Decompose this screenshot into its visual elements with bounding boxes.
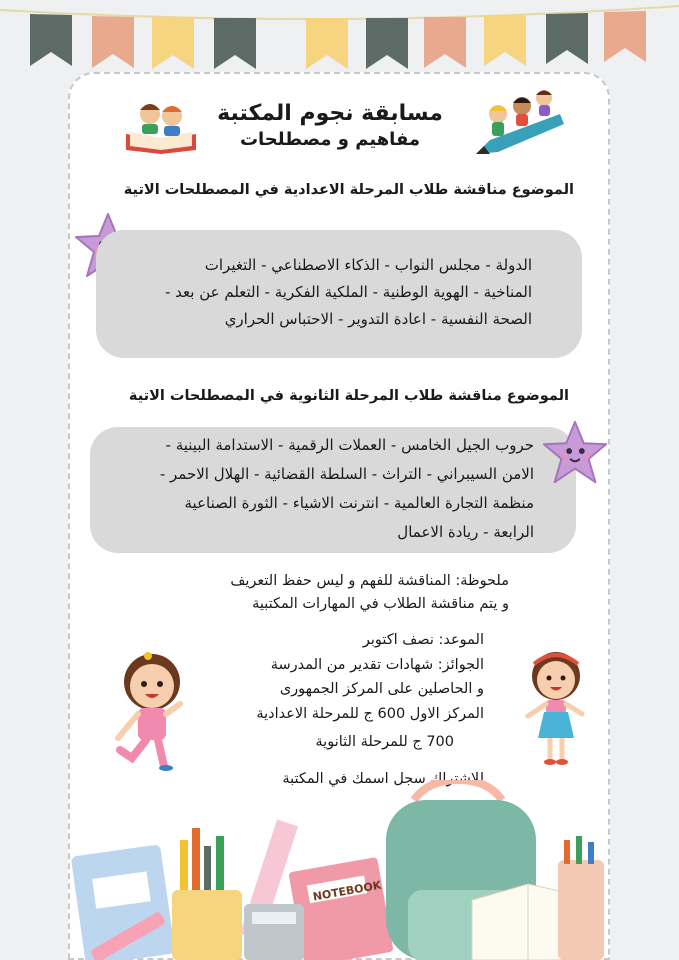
date-text: الموعد: نصف اكتوبر	[362, 632, 484, 648]
competition-details	[256, 628, 484, 791]
register-text: للاشتراك سجل اسمك في المكتبة	[282, 770, 484, 787]
secondary-terms-line: الرابعة - ريادة الاعمال	[397, 523, 534, 541]
note-line: ملحوظة: المناقشة للفهم و ليس حفظ التعريف	[230, 573, 509, 589]
secondary-terms-box	[90, 427, 576, 553]
bunting-decoration	[0, 0, 679, 80]
note-line: و يتم مناقشة الطلاب في المهارات المكتبية	[252, 596, 509, 612]
kids-reading-book-icon	[122, 96, 200, 156]
prep-topic-heading: الموضوع مناقشة طلاب المرحلة الاعدادية في المصطلحات الاتية	[123, 182, 574, 198]
pencil-holder-icon	[558, 836, 604, 960]
kids-on-pencil-icon	[470, 84, 566, 162]
prep-terms-line: الصحة النفسية - اعادة التدوير - الاحتباس الحراري	[224, 310, 532, 328]
star-icon	[540, 418, 610, 488]
prep-terms-line: الدولة - مجلس النواب - الذكاء الاصطناعي - التغيرات	[204, 256, 532, 274]
pencil-cup-icon	[172, 828, 242, 960]
girl-illustration-icon	[108, 642, 190, 772]
secondary-terms-line: الامن السيبراني - التراث - السلطة القضائية - الهلال الاحمر -	[159, 465, 534, 483]
prep-terms-line: المناخية - الهوية الوطنية - الملكية الفكرية - التعلم عن بعد -	[164, 283, 532, 301]
note-block	[230, 570, 509, 616]
page-subtitle: مفاهيم و مصطلحات	[239, 129, 421, 150]
calculator-icon	[244, 904, 304, 960]
page-title: مسابقة نجوم المكتبة	[217, 101, 443, 126]
notebook-icon	[288, 857, 393, 960]
prizes-text: و الحاصلين على المركز الجمهورى	[279, 681, 484, 697]
prep-terms-box	[96, 230, 582, 358]
secondary-topic-heading: الموضوع مناقشة طلاب المرحلة الثانوية في المصطلحات الاتية	[128, 388, 569, 404]
prize-prep-text: المركز الاول 600 ج للمرحلة الاعدادية	[256, 705, 484, 722]
notebook-label: NOTEBOOK	[311, 878, 383, 904]
title-block	[200, 100, 460, 152]
school-supplies-illustration	[68, 780, 610, 960]
prize-secondary-text: 700 ج للمرحلة الثانوية	[315, 734, 454, 750]
prizes-text: الجوائز: شهادات تقدير من المدرسة	[270, 656, 484, 673]
girl-illustration-icon	[520, 642, 592, 768]
secondary-terms-line: منظمة التجارة العالمية - انترنت الاشياء - الثورة الصناعية	[184, 494, 534, 512]
secondary-terms-line: حروب الجيل الخامس - العملات الرقمية - الاستدامة البينية -	[165, 436, 534, 454]
flag-icon	[30, 11, 646, 69]
